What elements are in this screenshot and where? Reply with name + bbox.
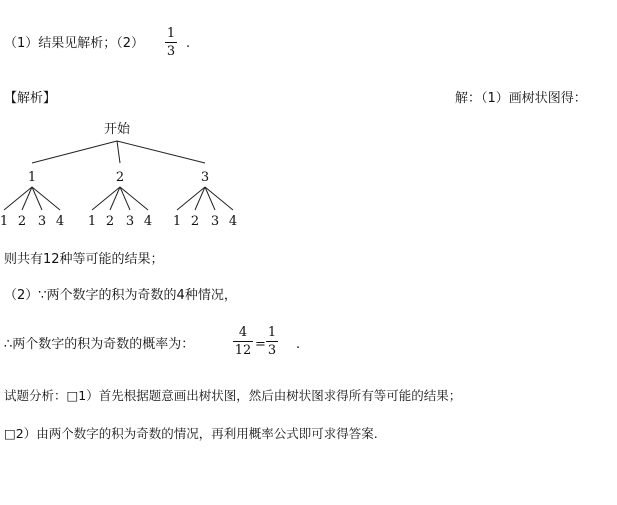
branch-2-4 [120, 187, 148, 210]
probability-prefix: ∴两个数字的积为奇数的概率为： [4, 337, 195, 352]
branch-root-2 [117, 141, 120, 163]
tree-diagram [0, 115, 260, 235]
branch-2-3 [120, 187, 130, 210]
tree-leaf-2-3: 3 [125, 214, 135, 229]
tree-leaf-3-1: 1 [172, 214, 182, 229]
tree-leaf-3-3: 3 [210, 214, 220, 229]
branch-root-1 [32, 141, 117, 163]
fraction-denominator: 3 [267, 343, 277, 358]
branch-1-1 [4, 187, 32, 210]
fraction-bar [165, 42, 177, 43]
tree-leaf-2-2: 2 [105, 214, 115, 229]
answer-fraction [165, 27, 177, 58]
answer-period: . [186, 36, 191, 51]
branch-2-2 [110, 187, 120, 210]
fraction-bar [266, 341, 278, 342]
tree-leaf-1-4: 4 [55, 214, 65, 229]
fraction-numerator: 4 [238, 325, 248, 340]
tree-node-1: 1 [27, 170, 37, 185]
analysis-line-2: □2）由两个数字的积为奇数的情况，再利用概率公式即可求得答案. [4, 426, 378, 441]
branch-3-3 [205, 187, 215, 210]
fraction-numerator: 1 [267, 325, 277, 340]
tree-leaf-1-2: 2 [17, 214, 27, 229]
branch-3-1 [177, 187, 205, 210]
tree-node-3: 3 [200, 170, 210, 185]
probability-fraction-1-3 [266, 326, 278, 357]
fraction-denominator: 12 [234, 343, 252, 358]
analysis-line-1: 试题分析：□1）首先根据题意画出树状图，然后由树状图求得所有等可能的结果； [4, 388, 462, 403]
branch-3-2 [195, 187, 205, 210]
branch-1-3 [32, 187, 42, 210]
branch-1-2 [22, 187, 32, 210]
tree-node-2: 2 [115, 170, 125, 185]
tree-leaf-1-1: 1 [0, 214, 9, 229]
jiexi-heading: 【解析】 [4, 91, 57, 106]
tree-leaf-3-4: 4 [228, 214, 238, 229]
part2-text: （2）∵两个数字的积为奇数的4种情况， [4, 288, 237, 303]
answer-fraction-denominator: 3 [166, 44, 176, 59]
equals-sign: = [255, 337, 266, 352]
answer-text: （1）结果见解析；（2） [4, 36, 145, 51]
tree-leaf-2-4: 4 [143, 214, 153, 229]
probability-period: . [296, 337, 301, 352]
tree-leaf-3-2: 2 [190, 214, 200, 229]
answer-fraction-numerator: 1 [166, 26, 176, 41]
branch-3-4 [205, 187, 233, 210]
solution-intro: 解：（1）画树状图得： [455, 91, 587, 106]
tree-leaf-2-1: 1 [87, 214, 97, 229]
probability-fraction-4-12 [233, 326, 253, 357]
branch-2-1 [92, 187, 120, 210]
tree-root-label: 开始 [103, 122, 131, 137]
branch-1-4 [32, 187, 60, 210]
tree-leaf-1-3: 3 [37, 214, 47, 229]
total-outcomes-text: 则共有12种等可能的结果； [4, 252, 164, 267]
fraction-bar [233, 341, 253, 342]
branch-root-3 [117, 141, 205, 163]
